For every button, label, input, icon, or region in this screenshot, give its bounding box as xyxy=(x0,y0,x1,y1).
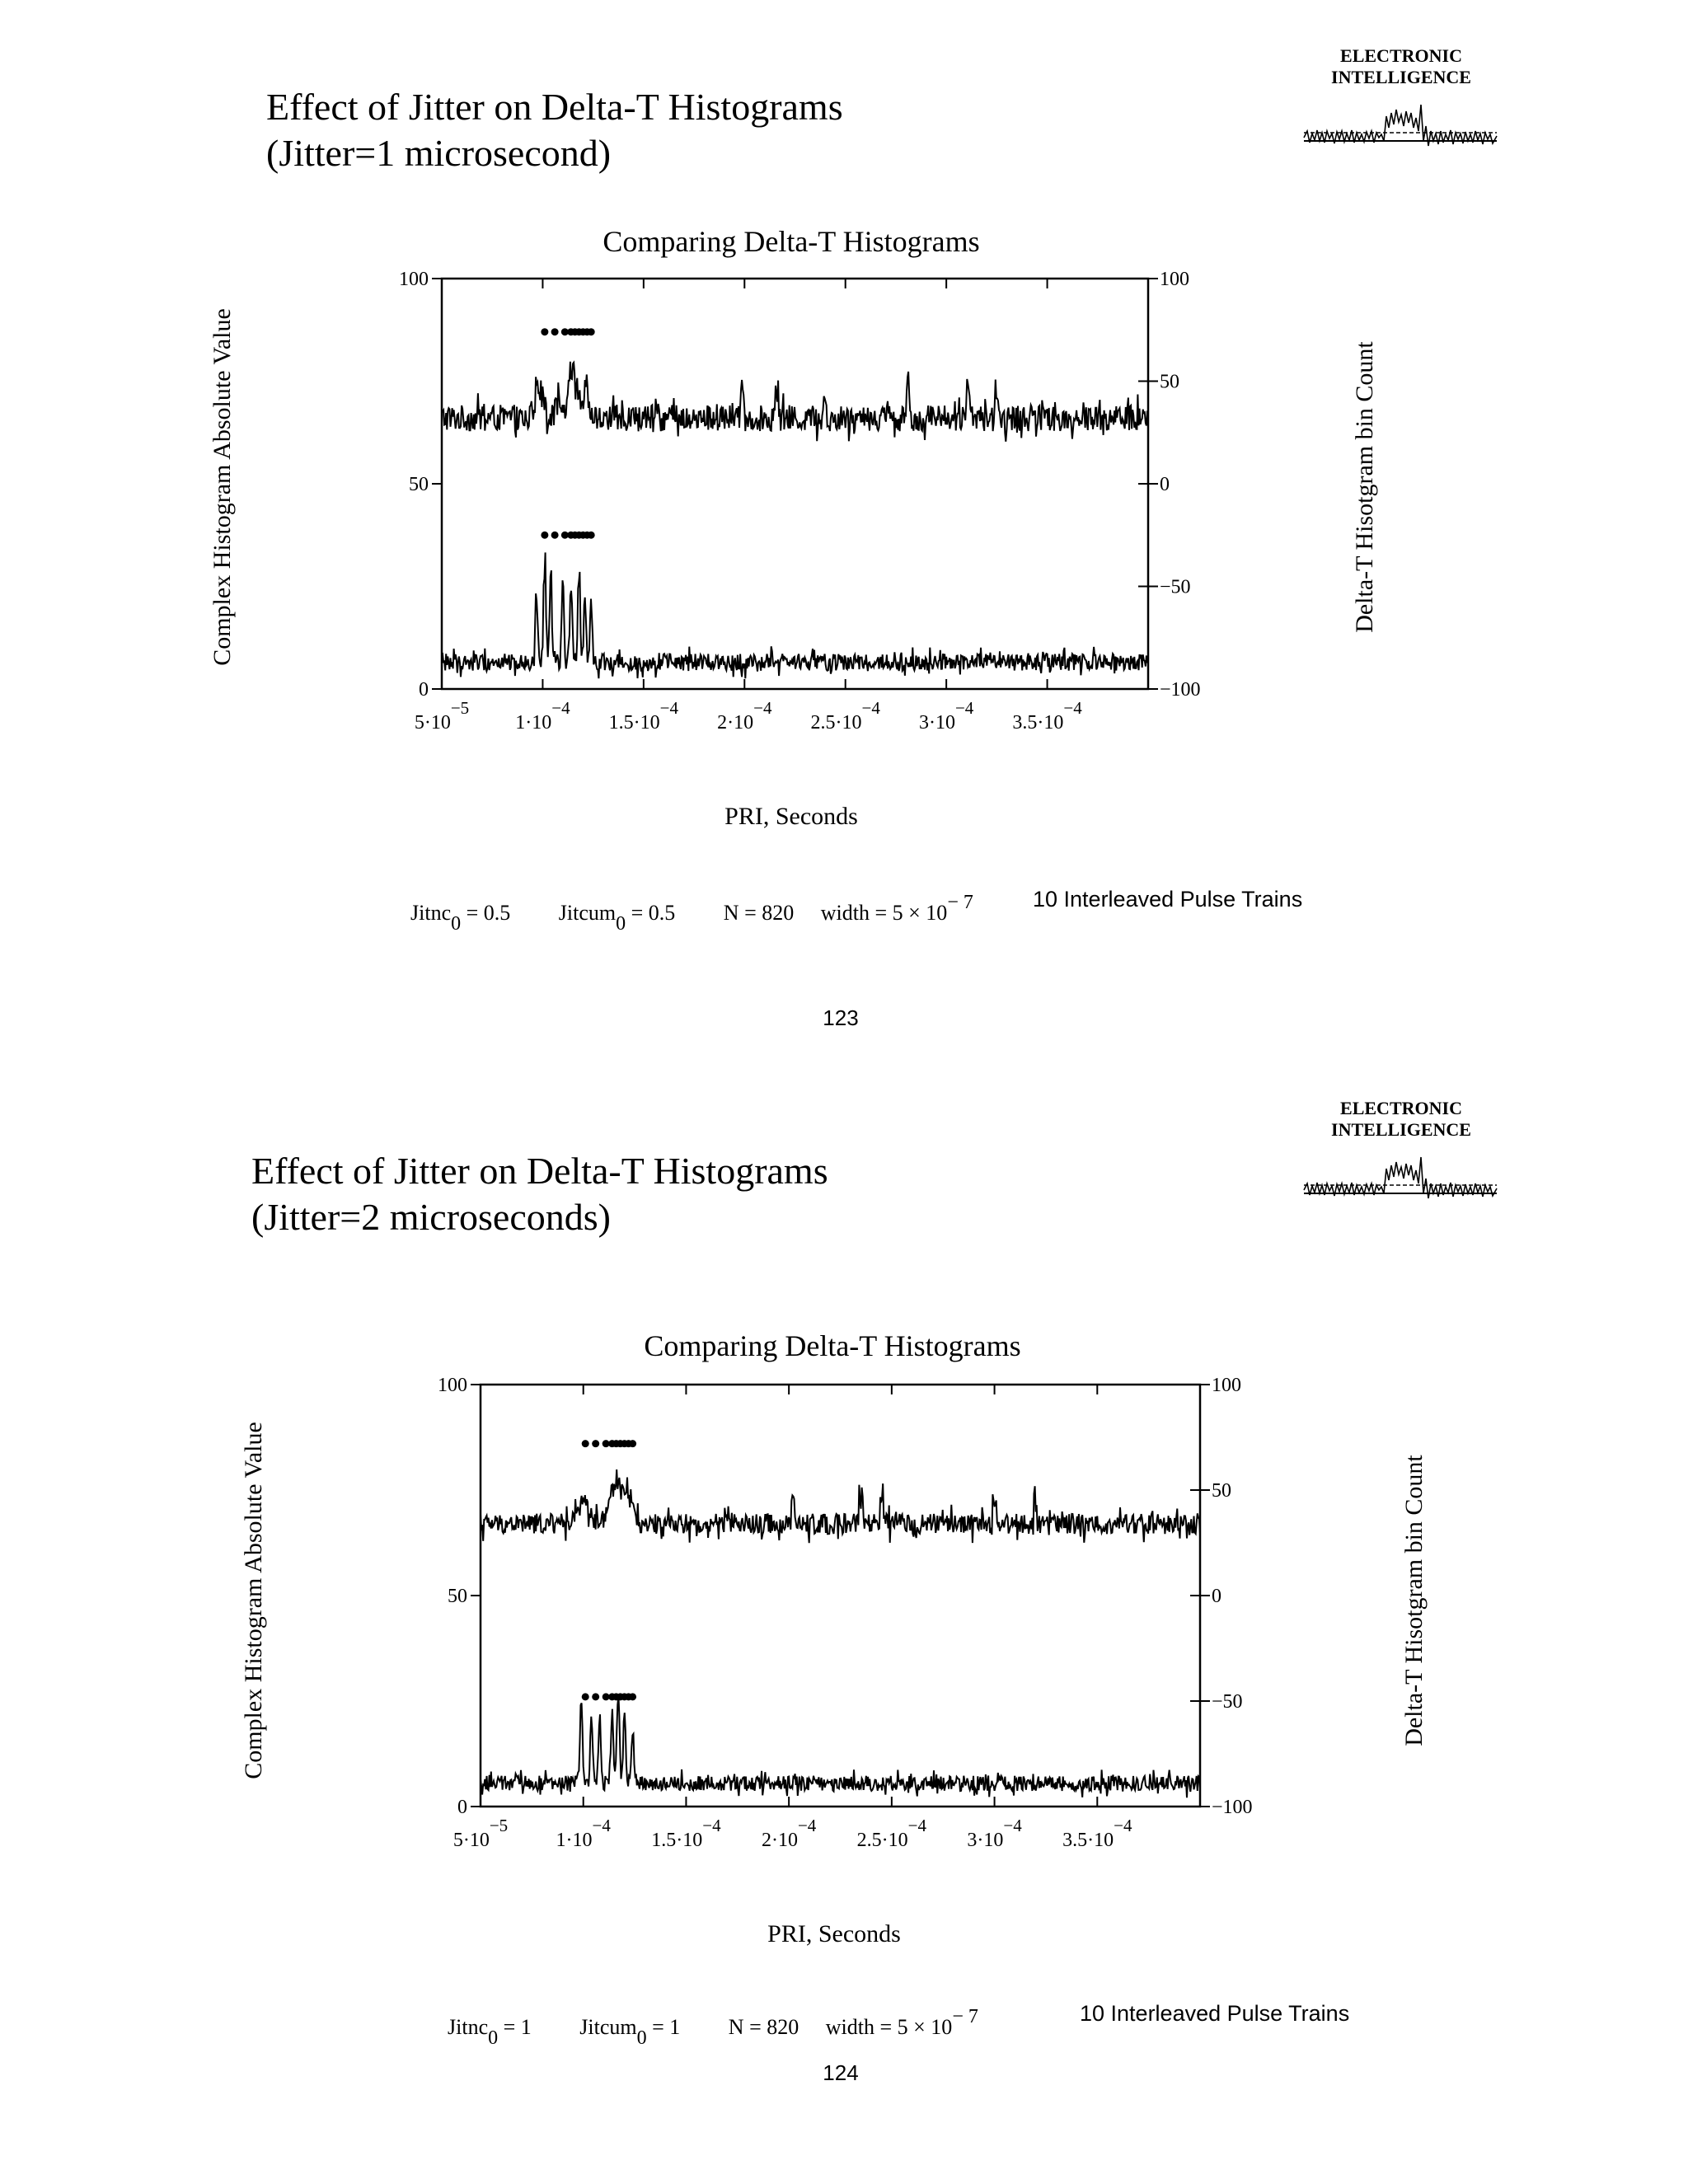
param-jitcum: Jitcum$_0$ = 0.5 xyxy=(558,901,676,935)
param-width: width = $5 \times 10^{- 7}$ xyxy=(820,892,973,925)
pri-marker-dot xyxy=(541,532,548,539)
y-right-tick-label: −100 xyxy=(1212,1797,1253,1818)
chart-title: Comparing Delta-T Histograms xyxy=(644,1329,1021,1362)
chart-title: Comparing Delta-T Histograms xyxy=(603,225,980,258)
y-right-tick-label: 0 xyxy=(1160,474,1170,495)
pri-marker-dot xyxy=(582,1693,589,1700)
y-right-tick-label: −100 xyxy=(1160,679,1201,701)
y-axis-left-title: Complex Histogram Absolute Value xyxy=(240,1422,267,1779)
y-right-tick-label: 100 xyxy=(1212,1375,1241,1396)
y-left-tick-label: 0 xyxy=(457,1797,467,1818)
pri-marker-dot xyxy=(551,328,559,335)
y-right-tick-label: 50 xyxy=(1160,371,1179,393)
x-tick-label: 2·10−4 xyxy=(761,1816,817,1846)
y-right-tick-label: 100 xyxy=(1160,269,1189,290)
pri-marker-dot xyxy=(592,1693,599,1700)
logo-line1: ELECTRONIC xyxy=(1340,1098,1462,1118)
pri-marker-dot xyxy=(582,1440,589,1447)
slide-title-line1: Effect of Jitter on Delta-T Histograms xyxy=(266,86,843,128)
logo-line1: ELECTRONIC xyxy=(1340,45,1462,66)
series-complex-histogram xyxy=(481,1469,1200,1543)
x-tick-label: 1·10−4 xyxy=(515,698,570,733)
x-tick-label: 5·10−5 xyxy=(414,698,470,733)
param-width: width = $5 \times 10^{- 7}$ xyxy=(825,2006,978,2039)
x-tick-label: 2.5·10−4 xyxy=(856,1816,927,1846)
slide-title-line2: (Jitter=2 microseconds) xyxy=(251,1196,611,1238)
y-right-tick-label: −50 xyxy=(1160,576,1191,598)
electronic-intelligence-logo xyxy=(1302,45,1500,169)
slide-title xyxy=(266,84,843,176)
series-delta-t-histogram xyxy=(481,1696,1200,1797)
x-axis-title: PRI, Seconds xyxy=(767,1920,901,1947)
y-axis-right-title: Delta-T Hisotgram bin Count xyxy=(1351,341,1378,633)
y-left-tick-label: 50 xyxy=(448,1586,467,1607)
x-tick-label: 3.5·10−4 xyxy=(1062,1816,1132,1846)
logo-line2: INTELLIGENCE xyxy=(1331,67,1471,87)
logo-waveform-icon xyxy=(1302,95,1500,169)
x-tick-label: 3·10−4 xyxy=(967,1816,1022,1846)
y-right-tick-label: 0 xyxy=(1212,1586,1221,1607)
pri-marker-dot xyxy=(629,1440,636,1447)
parameter-line xyxy=(410,892,973,935)
pri-marker-dot xyxy=(629,1693,636,1700)
x-axis-title: PRI, Seconds xyxy=(724,803,858,830)
slide-title-line2: (Jitter=1 microsecond) xyxy=(266,132,612,174)
y-axis-right-title: Delta-T Hisotgram bin Count xyxy=(1400,1455,1428,1746)
plot-frame xyxy=(481,1385,1200,1807)
y-left-tick-label: 0 xyxy=(419,679,429,701)
pri-marker-dot xyxy=(592,1440,599,1447)
logo-line2: INTELLIGENCE xyxy=(1331,1119,1471,1140)
logo-waveform-icon xyxy=(1302,1147,1500,1221)
pri-marker-dot xyxy=(551,532,559,539)
pri-marker-dot xyxy=(541,328,548,335)
chart-1 xyxy=(0,247,1688,733)
x-tick-label: 3.5·10−4 xyxy=(1012,698,1082,733)
pulse-trains-note: 10 Interleaved Pulse Trains xyxy=(1080,2001,1350,2026)
x-tick-label: 1.5·10−4 xyxy=(651,1816,721,1846)
y-left-tick-label: 100 xyxy=(438,1375,467,1396)
slide-title xyxy=(251,1148,828,1240)
y-right-tick-label: 50 xyxy=(1212,1480,1231,1502)
series-delta-t-histogram xyxy=(442,552,1148,678)
x-tick-label: 5·10−5 xyxy=(452,1816,509,1846)
x-tick-label: 3·10−4 xyxy=(918,698,974,733)
x-tick-label: 1.5·10−4 xyxy=(608,698,679,733)
slide-title-line1: Effect of Jitter on Delta-T Histograms xyxy=(251,1150,828,1192)
param-n: N = 820 xyxy=(728,2015,799,2039)
param-jitcum: Jitcum$_0$ = 1 xyxy=(579,2015,681,2049)
electronic-intelligence-logo xyxy=(1302,1098,1500,1221)
param-jitnc: Jitnc$_0$ = 1 xyxy=(448,2015,532,2049)
x-tick-label: 1·10−4 xyxy=(556,1816,611,1846)
pulse-trains-note: 10 Interleaved Pulse Trains xyxy=(1033,887,1303,912)
param-jitnc: Jitnc$_0$ = 0.5 xyxy=(410,901,511,935)
page-number: 123 xyxy=(823,1005,859,1030)
x-tick-label: 2·10−4 xyxy=(717,698,772,733)
pri-marker-dot xyxy=(588,328,595,335)
x-tick-label: 2.5·10−4 xyxy=(810,698,880,733)
y-axis-left-title: Complex Histogram Absolute Value xyxy=(209,308,236,666)
parameter-line xyxy=(448,2006,978,2050)
y-left-tick-label: 100 xyxy=(399,269,429,290)
page-number: 124 xyxy=(823,2060,859,2085)
series-complex-histogram xyxy=(442,362,1148,442)
param-n: N = 820 xyxy=(723,901,795,925)
y-left-tick-label: 50 xyxy=(409,474,429,495)
y-right-tick-label: −50 xyxy=(1212,1691,1243,1713)
plot-frame xyxy=(442,279,1148,689)
pri-marker-dot xyxy=(588,532,595,539)
